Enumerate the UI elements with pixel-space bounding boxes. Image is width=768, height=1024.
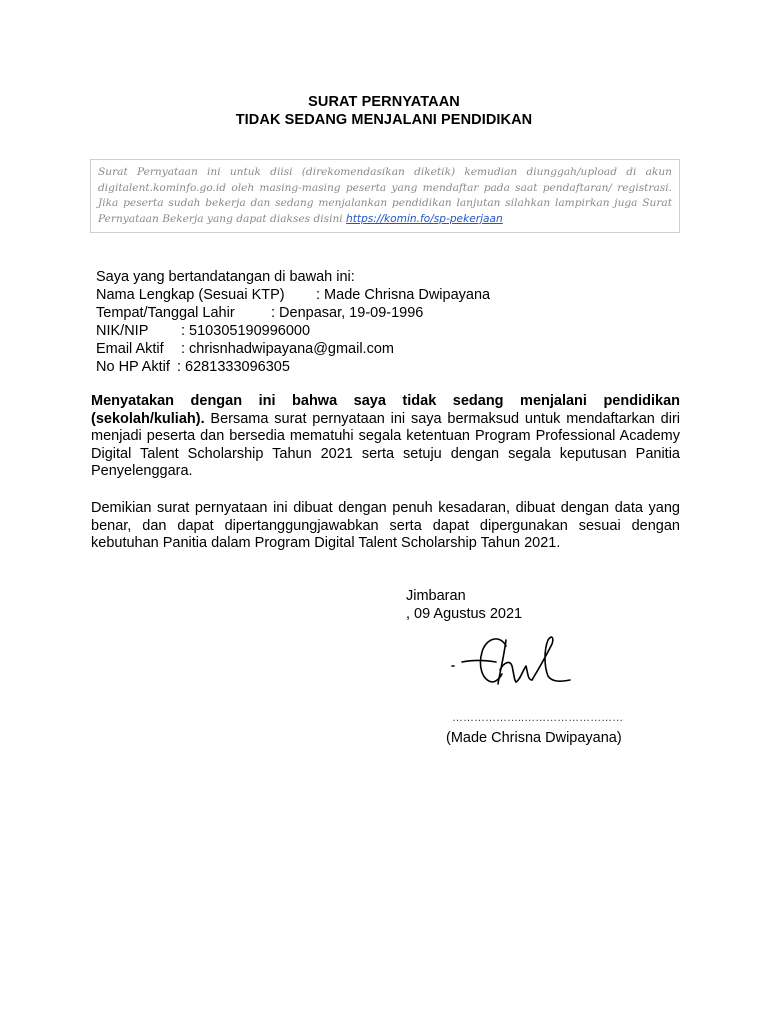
instruction-text: Surat Pernyataan ini untuk diisi (direkomendasikan diketik) kemudian diunggah/upload di akun digitalent.kominfo.go.id oleh masing-masing peserta yang mendaftar pada saat pendaftaran/ registrasi. Jika peserta sudah bekerja dan sedang menjalankan pendidikan lanjutan silahkan lampirkan juga Surat Pernyataan Bekerja yang dapat diakses disini [98,166,672,225]
statement-rest: Bersama surat pernyataan ini saya bermaksud untuk mendaftarkan diri menjadi peserta dan bersedia mematuhi segala ketentuan Program Professional Academy Digital Talent Scholarship Tahun 2021 serta setuju dengan segala keputusan Panitia Penyelenggara. [91,410,680,480]
signatory-name: (Made Chrisna Dwipayana) [446,730,622,746]
closing-paragraph: Demikian surat pernyataan ini dibuat dengan penuh kesadaran, dibuat dengan data yang benar, dan dapat dipertanggungjawabkan serta dapat dipergunakan sesuai dengan kebutuhan Panitia dalam Program Digital Talent Scholarship Tahun 2021. [91,500,680,552]
birth-label: Tempat/Tanggal Lahir [96,305,235,321]
signature-line: ………………..……………………… [452,712,624,724]
statement-bold: Menyatakan dengan ini bahwa saya tidak sedang menjalani pendidikan (sekolah/kuliah). [91,393,680,427]
nik-label: NIK/NIP [96,323,149,339]
page-subtitle: TIDAK SEDANG MENJALANI PENDIDIKAN [235,112,533,128]
statement-paragraph [91,393,680,481]
nik-value: : 510305190996000 [181,323,311,339]
instruction-note [90,159,680,233]
page-title: SURAT PERNYATAAN [308,94,460,110]
phone-label: No HP Aktif [96,359,170,375]
instruction-link[interactable]: https://komin.fo/sp-pekerjaan [346,212,503,225]
email-value: : chrisnhadwipayana@gmail.com [181,341,394,357]
name-value: : Made Chrisna Dwipayana [316,287,491,303]
signature-date: , 09 Agustus 2021 [406,606,523,622]
name-label: Nama Lengkap (Sesuai KTP) [96,287,285,303]
phone-value: : 6281333096305 [177,359,290,375]
signature-place: Jimbaran [406,588,466,604]
identity-intro: Saya yang bertandatangan di bawah ini: [96,269,355,285]
handwritten-signature [448,622,588,694]
email-label: Email Aktif [96,341,164,357]
birth-value: : Denpasar, 19-09-1996 [271,305,424,321]
